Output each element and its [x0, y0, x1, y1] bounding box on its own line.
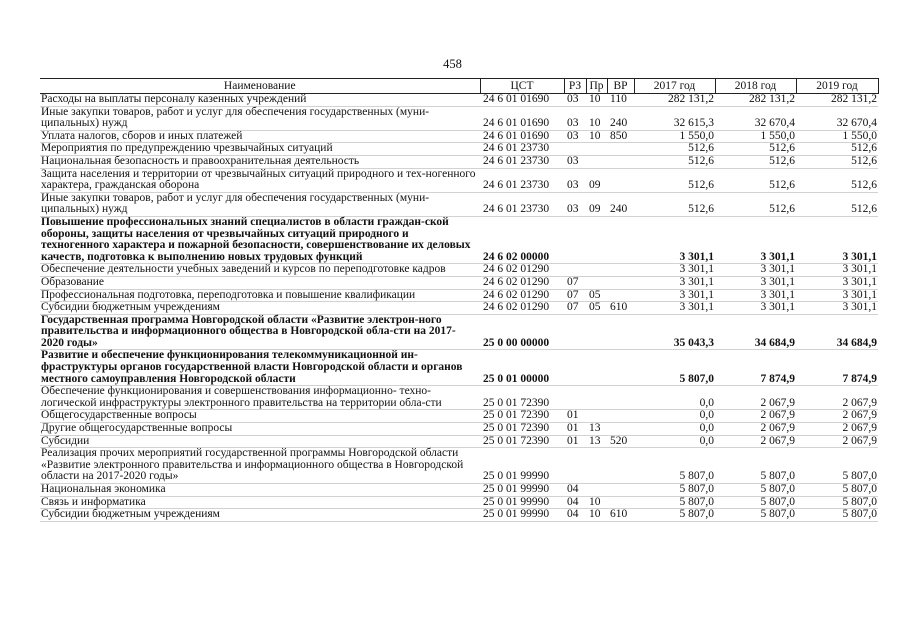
value-2018-cell: 2 067,9 [715, 423, 796, 436]
header-2019: 2019 год [796, 79, 878, 94]
name-cell: Связь и информатика [40, 496, 480, 509]
header-2017: 2017 год [634, 79, 715, 94]
rz-cell: 07 [564, 289, 586, 302]
table-row [40, 302, 878, 315]
value-2019-cell: 512,6 [796, 155, 878, 168]
rz-cell: 04 [564, 496, 586, 509]
value-2019-cell: 512,6 [796, 143, 878, 156]
value-2018-cell: 512,6 [715, 143, 796, 156]
value-2019-cell: 5 807,0 [796, 496, 878, 509]
cst-cell: 25 0 01 99990 [480, 448, 564, 484]
name-cell: Субсидии [40, 435, 480, 448]
pr-cell [586, 155, 607, 168]
table-row [40, 143, 878, 156]
value-2017-cell: 35 043,3 [634, 314, 715, 350]
name-cell: Профессиональная подготовка, переподготовка и повышение квалификации [40, 289, 480, 302]
value-2017-cell: 5 807,0 [634, 448, 715, 484]
value-2019-cell: 2 067,9 [796, 386, 878, 410]
name-cell: Государственная программа Новгородской области «Развитие электрон-ного правительства и информационного общества в Новгородской обла-сти на 2017-2020 годы» [40, 314, 480, 350]
name-cell: Образование [40, 276, 480, 289]
value-2018-cell: 282 131,2 [715, 94, 796, 107]
value-2017-cell: 282 131,2 [634, 94, 715, 107]
value-2018-cell: 2 067,9 [715, 386, 796, 410]
cst-cell: 24 6 02 01290 [480, 276, 564, 289]
cst-cell: 25 0 01 99990 [480, 484, 564, 497]
vr-cell [607, 423, 634, 436]
pr-cell [586, 143, 607, 156]
value-2017-cell: 0,0 [634, 410, 715, 423]
cst-cell: 24 6 01 01690 [480, 130, 564, 143]
rz-cell: 03 [564, 155, 586, 168]
value-2018-cell: 32 670,4 [715, 106, 796, 130]
vr-cell [607, 410, 634, 423]
rz-cell: 01 [564, 423, 586, 436]
vr-cell [607, 386, 634, 410]
value-2019-cell: 1 550,0 [796, 130, 878, 143]
pr-cell: 10 [586, 106, 607, 130]
pr-cell [586, 484, 607, 497]
table-row [40, 155, 878, 168]
value-2018-cell: 34 684,9 [715, 314, 796, 350]
rz-cell [564, 386, 586, 410]
value-2018-cell: 3 301,1 [715, 302, 796, 315]
budget-table [40, 78, 879, 522]
vr-cell: 850 [607, 130, 634, 143]
name-cell: Мероприятия по предупреждению чрезвычайных ситуаций [40, 143, 480, 156]
cst-cell: 24 6 02 01290 [480, 264, 564, 277]
value-2017-cell: 3 301,1 [634, 264, 715, 277]
value-2017-cell: 0,0 [634, 435, 715, 448]
pr-cell [586, 410, 607, 423]
pr-cell: 13 [586, 435, 607, 448]
value-2019-cell: 32 670,4 [796, 106, 878, 130]
rz-cell [564, 216, 586, 263]
header-vr: ВР [607, 79, 634, 94]
cst-cell: 24 6 02 01290 [480, 302, 564, 315]
rz-cell: 03 [564, 168, 586, 192]
value-2017-cell: 32 615,3 [634, 106, 715, 130]
cst-cell: 24 6 01 01690 [480, 106, 564, 130]
table-row [40, 289, 878, 302]
rz-cell [564, 350, 586, 386]
value-2018-cell: 5 807,0 [715, 448, 796, 484]
cst-cell: 24 6 02 01290 [480, 289, 564, 302]
table-row [40, 168, 878, 192]
cst-cell: 25 0 01 72390 [480, 423, 564, 436]
cst-cell: 25 0 01 00000 [480, 350, 564, 386]
page-number: 458 [443, 57, 462, 71]
name-cell: Развитие и обеспечение функционирования телекоммуникационной ин-фраструктуры органов государственной власти Новгородской области и органов местного самоуправления Новгородской области [40, 350, 480, 386]
header-2018: 2018 год [715, 79, 796, 94]
header-rz: РЗ [564, 79, 586, 94]
name-cell: Иные закупки товаров, работ и услуг для обеспечения государственных (муни-ципальных) нужд [40, 106, 480, 130]
value-2017-cell: 512,6 [634, 192, 715, 216]
rz-cell: 03 [564, 106, 586, 130]
name-cell: Национальная экономика [40, 484, 480, 497]
pr-cell: 05 [586, 302, 607, 315]
rz-cell: 07 [564, 276, 586, 289]
value-2017-cell: 5 807,0 [634, 509, 715, 522]
value-2017-cell: 3 301,1 [634, 289, 715, 302]
cst-cell: 24 6 01 23730 [480, 143, 564, 156]
cst-cell: 24 6 02 00000 [480, 216, 564, 263]
rz-cell: 03 [564, 94, 586, 107]
value-2018-cell: 5 807,0 [715, 496, 796, 509]
value-2018-cell: 512,6 [715, 192, 796, 216]
value-2019-cell: 5 807,0 [796, 484, 878, 497]
value-2019-cell: 7 874,9 [796, 350, 878, 386]
value-2019-cell: 5 807,0 [796, 509, 878, 522]
table-row [40, 496, 878, 509]
vr-cell [607, 289, 634, 302]
vr-cell [607, 350, 634, 386]
name-cell: Национальная безопасность и правоохранительная деятельность [40, 155, 480, 168]
rz-cell: 03 [564, 130, 586, 143]
name-cell: Защита населения и территории от чрезвычайных ситуаций природного и тех-ногенного характера, гражданская оборона [40, 168, 480, 192]
rz-cell: 07 [564, 302, 586, 315]
value-2019-cell: 2 067,9 [796, 410, 878, 423]
name-cell: Субсидии бюджетным учреждениям [40, 509, 480, 522]
rz-cell: 04 [564, 484, 586, 497]
vr-cell: 240 [607, 106, 634, 130]
name-cell: Общегосударственные вопросы [40, 410, 480, 423]
value-2019-cell: 2 067,9 [796, 435, 878, 448]
value-2018-cell: 3 301,1 [715, 289, 796, 302]
name-cell: Обеспечение функционирования и совершенствования информационно- техно-логической инфраструктуры электронного правительства на территории обла-сти [40, 386, 480, 410]
rz-cell [564, 314, 586, 350]
rz-cell [564, 143, 586, 156]
table-row [40, 350, 878, 386]
name-cell: Уплата налогов, сборов и иных платежей [40, 130, 480, 143]
cst-cell: 24 6 01 23730 [480, 155, 564, 168]
value-2018-cell: 5 807,0 [715, 484, 796, 497]
pr-cell [586, 448, 607, 484]
vr-cell [607, 276, 634, 289]
table-row [40, 192, 878, 216]
table-row [40, 264, 878, 277]
vr-cell [607, 484, 634, 497]
table-row [40, 314, 878, 350]
vr-cell: 240 [607, 192, 634, 216]
cst-cell: 24 6 01 23730 [480, 192, 564, 216]
table-row [40, 216, 878, 263]
pr-cell: 09 [586, 168, 607, 192]
header-name: Наименование [40, 79, 480, 94]
cst-cell: 25 0 01 99990 [480, 496, 564, 509]
table-row [40, 435, 878, 448]
table-row [40, 410, 878, 423]
name-cell: Расходы на выплаты персоналу казенных учреждений [40, 94, 480, 107]
pr-cell: 13 [586, 423, 607, 436]
name-cell: Реализация прочих мероприятий государственной программы Новгородской области «Развитие электронного правительства и информационного общества в Новгородской области на 2017-2020 годы» [40, 448, 480, 484]
value-2017-cell: 1 550,0 [634, 130, 715, 143]
vr-cell [607, 216, 634, 263]
pr-cell [586, 350, 607, 386]
pr-cell: 10 [586, 94, 607, 107]
name-cell: Субсидии бюджетным учреждениям [40, 302, 480, 315]
vr-cell [607, 155, 634, 168]
pr-cell [586, 276, 607, 289]
table-row [40, 509, 878, 522]
value-2019-cell: 3 301,1 [796, 216, 878, 263]
rz-cell [564, 264, 586, 277]
vr-cell [607, 496, 634, 509]
value-2019-cell: 512,6 [796, 168, 878, 192]
header-row [40, 79, 878, 94]
vr-cell: 610 [607, 509, 634, 522]
value-2019-cell: 5 807,0 [796, 448, 878, 484]
value-2017-cell: 5 807,0 [634, 350, 715, 386]
header-pr: Пр [586, 79, 607, 94]
vr-cell [607, 264, 634, 277]
cst-cell: 25 0 01 99990 [480, 509, 564, 522]
table-row [40, 484, 878, 497]
value-2019-cell: 3 301,1 [796, 264, 878, 277]
table-body [40, 94, 878, 522]
table-row [40, 94, 878, 107]
value-2018-cell: 5 807,0 [715, 509, 796, 522]
cst-cell: 24 6 01 01690 [480, 94, 564, 107]
pr-cell: 10 [586, 130, 607, 143]
value-2019-cell: 2 067,9 [796, 423, 878, 436]
value-2017-cell: 3 301,1 [634, 302, 715, 315]
table-row [40, 423, 878, 436]
rz-cell: 04 [564, 509, 586, 522]
value-2017-cell: 3 301,1 [634, 216, 715, 263]
vr-cell: 110 [607, 94, 634, 107]
vr-cell [607, 143, 634, 156]
value-2017-cell: 512,6 [634, 168, 715, 192]
pr-cell: 10 [586, 509, 607, 522]
table-row [40, 386, 878, 410]
table-row [40, 130, 878, 143]
pr-cell: 10 [586, 496, 607, 509]
table-row [40, 448, 878, 484]
value-2017-cell: 0,0 [634, 423, 715, 436]
name-cell: Другие общегосударственные вопросы [40, 423, 480, 436]
header-cst: ЦСТ [480, 79, 564, 94]
rz-cell [564, 448, 586, 484]
table-header [40, 79, 878, 94]
value-2017-cell: 3 301,1 [634, 276, 715, 289]
value-2017-cell: 5 807,0 [634, 496, 715, 509]
value-2018-cell: 7 874,9 [715, 350, 796, 386]
value-2019-cell: 3 301,1 [796, 276, 878, 289]
value-2018-cell: 512,6 [715, 168, 796, 192]
value-2019-cell: 3 301,1 [796, 289, 878, 302]
pr-cell: 05 [586, 289, 607, 302]
table-row [40, 276, 878, 289]
value-2019-cell: 512,6 [796, 192, 878, 216]
value-2018-cell: 3 301,1 [715, 264, 796, 277]
vr-cell: 520 [607, 435, 634, 448]
value-2017-cell: 512,6 [634, 143, 715, 156]
value-2018-cell: 1 550,0 [715, 130, 796, 143]
name-cell: Иные закупки товаров, работ и услуг для обеспечения государственных (муни-ципальных) нужд [40, 192, 480, 216]
table-row [40, 106, 878, 130]
value-2019-cell: 282 131,2 [796, 94, 878, 107]
pr-cell [586, 314, 607, 350]
vr-cell [607, 314, 634, 350]
value-2018-cell: 2 067,9 [715, 410, 796, 423]
value-2017-cell: 512,6 [634, 155, 715, 168]
pr-cell: 09 [586, 192, 607, 216]
rz-cell: 01 [564, 435, 586, 448]
pr-cell [586, 386, 607, 410]
cst-cell: 25 0 01 72390 [480, 410, 564, 423]
pr-cell [586, 216, 607, 263]
cst-cell: 24 6 01 23730 [480, 168, 564, 192]
rz-cell: 03 [564, 192, 586, 216]
value-2018-cell: 2 067,9 [715, 435, 796, 448]
cst-cell: 25 0 01 72390 [480, 435, 564, 448]
vr-cell [607, 168, 634, 192]
vr-cell: 610 [607, 302, 634, 315]
value-2018-cell: 3 301,1 [715, 216, 796, 263]
value-2019-cell: 3 301,1 [796, 302, 878, 315]
value-2018-cell: 3 301,1 [715, 276, 796, 289]
name-cell: Обеспечение деятельности учебных заведений и курсов по переподготовке кадров [40, 264, 480, 277]
value-2019-cell: 34 684,9 [796, 314, 878, 350]
pr-cell [586, 264, 607, 277]
vr-cell [607, 448, 634, 484]
cst-cell: 25 0 00 00000 [480, 314, 564, 350]
value-2018-cell: 512,6 [715, 155, 796, 168]
cst-cell: 25 0 01 72390 [480, 386, 564, 410]
value-2017-cell: 5 807,0 [634, 484, 715, 497]
rz-cell: 01 [564, 410, 586, 423]
name-cell: Повышение профессиональных знаний специалистов в области граждан-ской обороны, защиты населения от чрезвычайных ситуаций природного и техногенного характера и пожарной безопасности, совершенствование их деловых качеств, подготовка к выполнению новых трудовых функций [40, 216, 480, 263]
value-2017-cell: 0,0 [634, 386, 715, 410]
